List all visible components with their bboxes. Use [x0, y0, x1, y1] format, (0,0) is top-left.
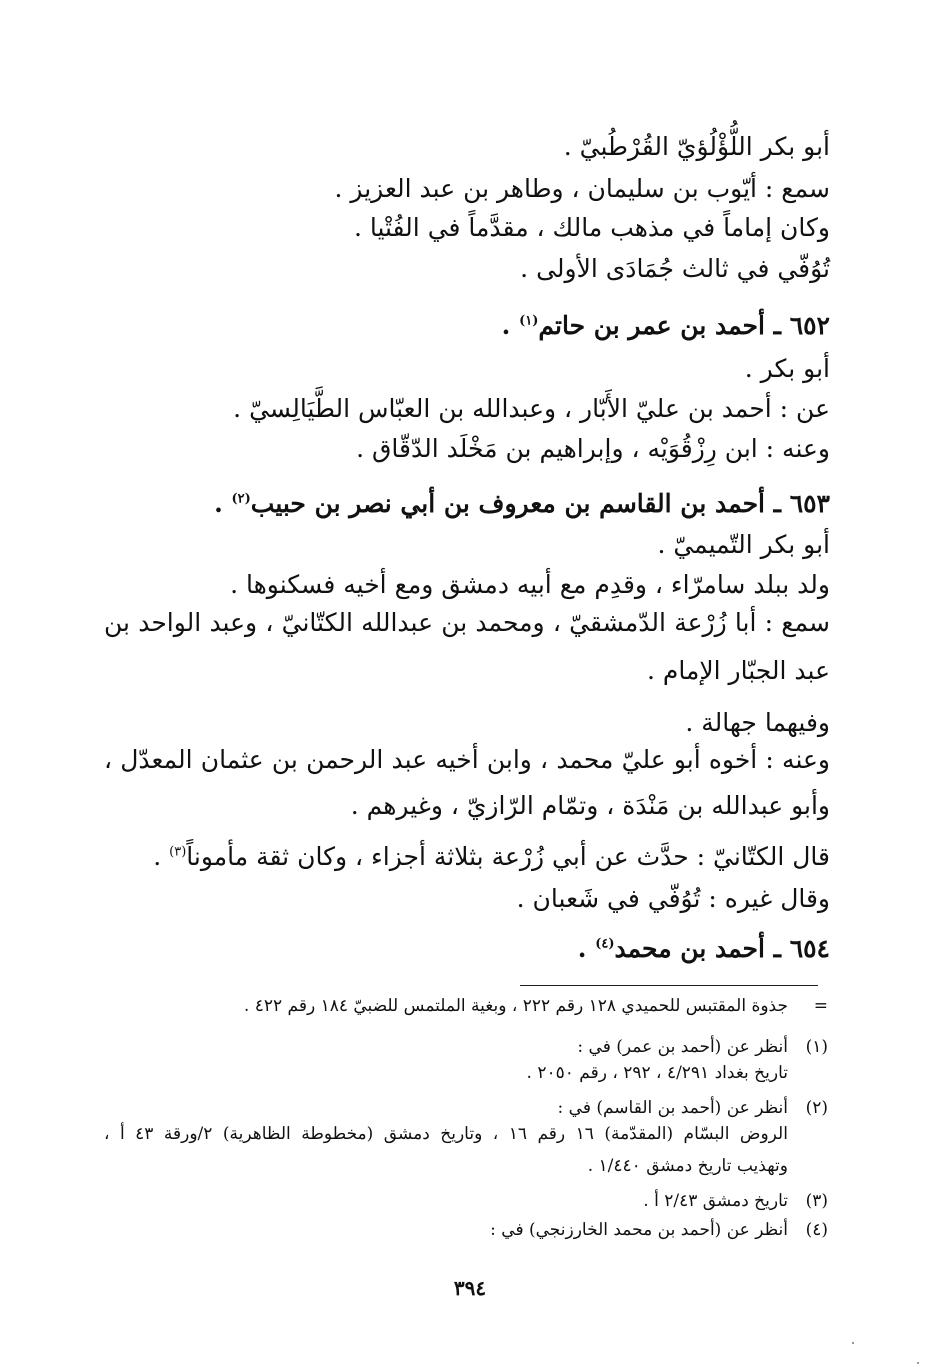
text-line: عن : أحمد بن عليّ الأَبّار ، وعبدالله بن العبّاس الطَّيَالِسيّ . — [233, 394, 830, 423]
text-line: أبو بكر التّميميّ . — [657, 530, 830, 559]
scan-speck — [917, 1362, 919, 1364]
entry-heading-652: ٦٥٢ ـ أحمد بن عمر بن حاتم$^{(١)}$ . — [501, 311, 830, 340]
footnote-line: وتهذيب تاريخ دمشق ١/٤٤٠ . — [587, 1156, 788, 1176]
text-line: وفيهما جهالة . — [685, 708, 830, 737]
text-line: عبد الجبّار الإمام . — [647, 656, 830, 685]
footnote-line: (٣)تاريخ دمشق ٢/٤٣ أ . — [643, 1191, 828, 1211]
footnote-marker: (٢) — [231, 491, 251, 507]
text-line: تُوُفّي في ثالث جُمَادَى الأولى . — [520, 254, 830, 283]
text-line: وقال غيره : تُوُفّي في شَعبان . — [516, 884, 830, 913]
footnote-line: تاريخ بغداد ٤/٢٩١ ، ٢٩٢ ، رقم ٢٠٥٠ . — [526, 1063, 788, 1083]
footnote-line: الروض البسّام (المقدّمة) ١٦ رقم ١٦ ، وتاريخ دمشق (مخطوطة الظاهرية) ٢/ورقة ٤٣ أ ، — [104, 1124, 788, 1144]
footnote-line: (١)أنظر عن (أحمد بن عمر) في : — [577, 1037, 828, 1057]
text-line: وأبو عبدالله بن مَنْدَة ، وتمّام الرّازيّ ، وغيرهم . — [350, 791, 830, 820]
text-line: ولد ببلد سامرّاء ، وقدِم مع أبيه دمشق ومع أخيه فسكنوها . — [230, 570, 830, 599]
footnote-marker: (٤) — [595, 936, 615, 952]
footnote-line: =جذوة المقتبس للحميدي ١٢٨ رقم ٢٢٢ ، وبغية الملتمس للضبيّ ١٨٤ رقم ٤٢٢ . — [243, 996, 828, 1016]
footnote-separator — [520, 985, 818, 986]
text-line: وكان إماماً في مذهب مالك ، مقدَّماً في الفُتْيا . — [353, 213, 830, 242]
text-line: أبو بكر اللُّؤْلُؤيّ القُرْطُبيّ . — [563, 132, 830, 161]
entry-heading-653: ٦٥٣ ـ أحمد بن القاسم بن معروف بن أبي نصر بن حبيب$^{(٢)}$ . — [214, 489, 830, 518]
entry-heading-654: ٦٥٤ ـ أحمد بن محمد$^{(٤)}$ . — [577, 934, 830, 963]
text-line: أبو بكر . — [744, 354, 830, 383]
text-line: وعنه : أخوه أبو عليّ محمد ، وابن أخيه عبد الرحمن بن عثمان المعدّل ، — [104, 745, 830, 774]
text-line: سمع : أيّوب بن سليمان ، وطاهر بن عبد العزيز . — [334, 174, 830, 203]
footnote-line: (٢)أنظر عن (أحمد بن القاسم) في : — [557, 1098, 828, 1118]
footnote-line: (٤)أنظر عن (أحمد بن محمد الخارزنجي) في : — [490, 1220, 828, 1240]
scan-speck — [852, 1342, 854, 1344]
text-line: قال الكتّانيّ : حدَّث عن أبي زُرْعة بثلاثة أجزاء ، وكان ثقة مأموناً$^{(٣)}$ . — [153, 842, 830, 871]
text-line: وعنه : ابن رِزْقُوَيْه ، وإبراهيم بن مَخْلَد الدّقّاق . — [356, 434, 830, 463]
page-number: ٣٩٤ — [453, 1276, 487, 1300]
footnote-marker: (١) — [519, 313, 539, 329]
text-line: سمع : أبا زُرْعة الدّمشقيّ ، ومحمد بن عبدالله الكتّانيّ ، وعبد الواحد بن — [104, 608, 830, 637]
footnote-marker: (٣) — [169, 844, 187, 860]
